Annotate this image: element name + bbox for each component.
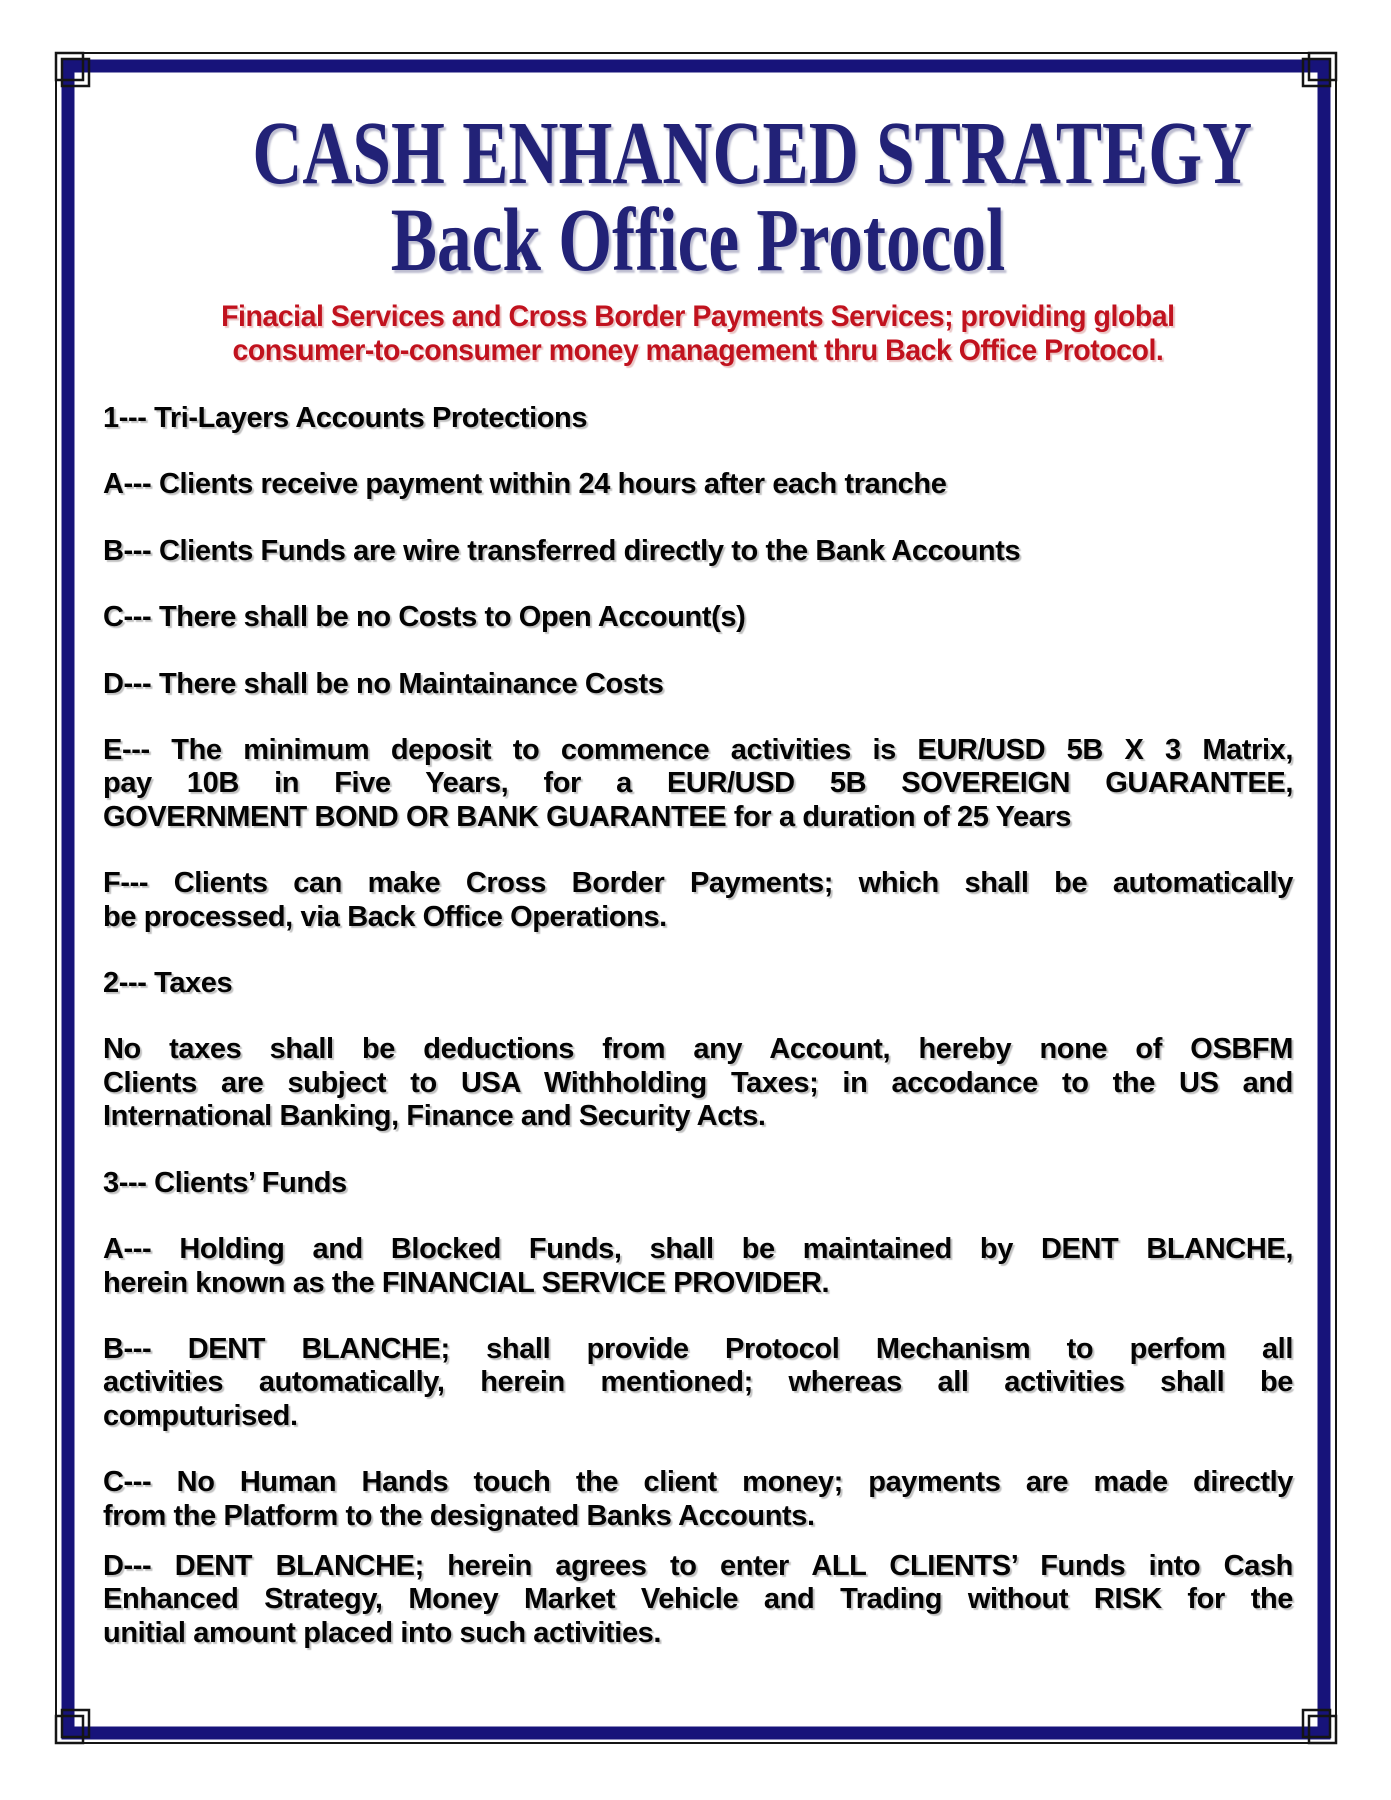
body-line: F--- Clients can make Cross Border Payments; which shall be automatically [103,867,1293,900]
body-paragraph-item-b1 [103,535,1293,568]
body-line: D--- There shall be no Maintainance Costs [103,667,664,700]
body-line: be processed, via Back Office Operations. [103,900,667,933]
body-line: activities automatically, herein mentioned; whereas all activities shall be [103,1366,1293,1399]
body-line: C--- No Human Hands touch the client money; payments are made directly [103,1466,1293,1499]
body-line: No taxes shall be deductions from any Account, hereby none of OSBFM [103,1033,1293,1066]
body-paragraph-item-d3 [103,1550,1293,1650]
body-line: pay 10B in Five Years, for a EUR/USD 5B SOVEREIGN GUARANTEE, [103,767,1293,800]
subtitle-line-2: consumer-to-consumer money management thru Back Office Protocol. [232,334,1164,367]
title-line-2: Back Office Protocol [390,191,1006,290]
body-paragraph-item-c1 [103,601,1293,634]
body-line: E--- The minimum deposit to commence activities is EUR/USD 5B X 3 Matrix, [103,734,1293,767]
body-line: B--- Clients Funds are wire transferred directly to the Bank Accounts [103,534,1021,567]
body-line: Enhanced Strategy, Money Market Vehicle and Trading without RISK for the [103,1583,1293,1616]
body-line: B--- DENT BLANCHE; shall provide Protocol Mechanism to perfom all [103,1332,1293,1365]
body-paragraph-item-d1 [103,668,1293,701]
body-paragraph-item-c3 [103,1466,1293,1533]
body-paragraph-item-3 [103,1167,1293,1200]
body-line: 2--- Taxes [103,967,233,1000]
body-line: herein known as the FINANCIAL SERVICE PROVIDER. [103,1266,830,1299]
body-paragraph-item-a3 [103,1233,1293,1300]
document-body [103,402,1293,1683]
body-paragraph-item-e1 [103,734,1293,834]
body-line: unitial amount placed into such activities. [103,1616,662,1649]
body-paragraph-item-2 [103,967,1293,1000]
body-line: International Banking, Finance and Security Acts. [103,1100,766,1133]
subtitle-line-1: Finacial Services and Cross Border Payments Services; providing global [221,300,1175,333]
body-paragraph-item-f1 [103,867,1293,934]
body-line: from the Platform to the designated Banks Accounts. [103,1499,815,1532]
body-paragraph-taxes-body [103,1033,1293,1133]
body-line: GOVERNMENT BOND OR BANK GUARANTEE for a duration of 25 Years [103,800,1072,833]
body-paragraph-item-a1 [103,468,1293,501]
body-line: C--- There shall be no Costs to Open Account(s) [103,601,746,634]
body-line: Clients are subject to USA Withholding Taxes; in accodance to the US and [103,1066,1293,1099]
body-line: 1--- Tri-Layers Accounts Protections [103,402,588,434]
body-line: computurised. [103,1399,298,1432]
document-title [103,104,1293,290]
body-line: A--- Holding and Blocked Funds, shall be maintained by DENT BLANCHE, [103,1233,1293,1266]
body-line: 3--- Clients’ Funds [103,1166,347,1199]
title-line-1: CASH ENHANCED STRATEGY [252,104,1253,203]
document-subtitle [103,300,1293,368]
body-line: A--- Clients receive payment within 24 hours after each tranche [103,468,947,501]
body-line: D--- DENT BLANCHE; herein agrees to enter ALL CLIENTS’ Funds into Cash [103,1549,1293,1582]
body-paragraph-item-1 [103,402,1293,435]
body-paragraph-item-b3 [103,1333,1293,1433]
